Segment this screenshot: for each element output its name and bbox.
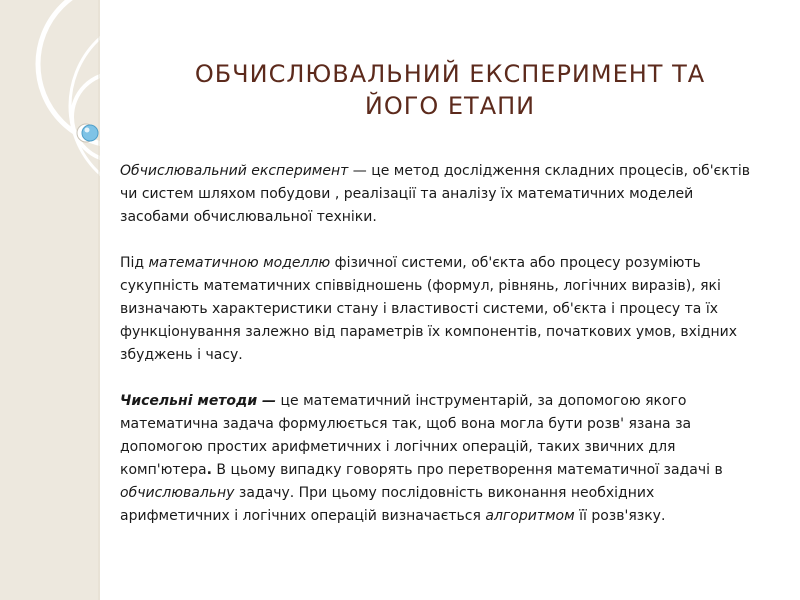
term-computational-experiment: Обчислювальний експеримент — [120, 163, 349, 179]
paragraph-mathematical-model — [120, 252, 760, 367]
paragraph3-part1: це математичний інструментарій, за допомогою якого математична задача формулюється так, щоб вона могла бути розв' язана за допомогою простих арифметичних і логічних операцій, таких звичних для комп'ютера — [120, 393, 692, 478]
paragraph3-part2: В цьому випадку говорять про перетворення математичної задачі в — [211, 462, 723, 478]
paragraph-computational-experiment — [120, 160, 760, 229]
term-computational: обчислювальну — [120, 485, 235, 501]
title-line-1: ОБЧИСЛЮВАЛЬНИЙ ЕКСПЕРИМЕНТ ТА — [194, 60, 706, 88]
paragraph3-part3: задачу. При цьому послідовність виконання необхідних арифметичних і логічних операцій визначається — [120, 485, 655, 524]
paragraph1-text: — це метод дослідження складних процесів, об'єктів чи систем шляхом побудови , реалізації та аналізу їх математичних моделей засобами обчислювальної техніки. — [120, 163, 750, 225]
slide-title — [140, 58, 760, 122]
term-mathematical-model: математичною моделлю — [148, 255, 331, 271]
paragraph2-text: фізичної системи, об'єкта або процесу розуміють сукупність математичних співвідношень (формул, рівнянь, логічних виразів), які визначають характеристики стану і властивості системи, об'єкта і процесу та їх функціонування залежно від параметрів їх компонентів, початкових умов, вхідних збуджень і часу. — [120, 255, 738, 363]
paragraph2-prefix: Під — [120, 255, 149, 271]
term-numerical-methods: Чисельні методи — — [120, 393, 277, 409]
blue-bubble-icon — [82, 125, 98, 141]
slide-body — [120, 160, 760, 528]
paragraph3-part4: її розв'язку. — [574, 508, 666, 524]
title-line-2: ЙОГО ЕТАПИ — [364, 92, 536, 120]
paragraph3-dot: . — [206, 462, 212, 478]
term-algorithm: алгоритмом — [485, 508, 575, 524]
paragraph-numerical-methods — [120, 390, 760, 528]
